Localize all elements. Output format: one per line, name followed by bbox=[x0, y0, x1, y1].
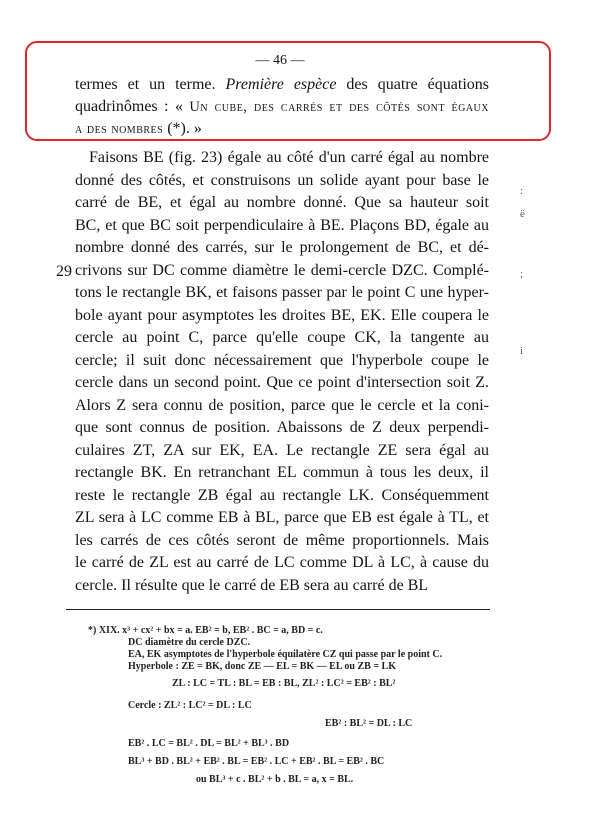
body-line: BC, et que BC soit perpendiculaire à BE. Plaçons BD, égale au bbox=[75, 216, 489, 234]
body-line: crivons sur DC comme diamètre le demi-cercle DZC. Complé- bbox=[75, 261, 489, 279]
header-line bbox=[75, 74, 489, 96]
body-line: donné des côtés, et construisons un solide ayant pour base le bbox=[75, 171, 489, 189]
body-line: cercle; il suit donc nécessairement que l'hyperbole coupe le bbox=[75, 351, 489, 369]
text-segment: des quatre équations bbox=[336, 76, 489, 93]
footnote-line: BL³ + BD . BL² + EB² . BL = EB² . LC + EB² . BL = EB² . BC bbox=[128, 756, 385, 767]
body-line: Alors Z sera connu de position, parce que le cercle et la coni- bbox=[75, 396, 489, 414]
footnote-rule bbox=[66, 609, 490, 610]
body-line: reste le rectangle ZB égal au rectangle LK. Conséquemment bbox=[75, 486, 489, 504]
text-segment: (*). » bbox=[163, 120, 202, 137]
body-line: cercle au point C, parce qu'elle coupe CK, la tangente au bbox=[75, 329, 489, 346]
body-line: les carrés de ces côtés seront de même proportionnels. Mais bbox=[75, 531, 489, 549]
body-line: culaires ZT, ZA sur EK, EA. Le rectangle ZE sera égal au bbox=[75, 441, 489, 459]
body-line: tons le rectangle BK, et faisons passer par le point C une hyper- bbox=[75, 284, 489, 301]
footnote-line: ZL : LC = TL : BL = EB : BL, ZL² : LC² = EB² : BL² bbox=[172, 678, 396, 689]
footnote-line: EA, EK asymptotes de l'hyperbole équilatère CZ qui passe par le point C. bbox=[128, 649, 443, 660]
body-line: ZL sera à LC comme EB à BL, parce que EB est égale à TL, et bbox=[75, 509, 489, 526]
margin-mark: ë bbox=[520, 208, 525, 220]
body-line: carré de BE, et égal au nombre donné. Que sa hauteur soit bbox=[75, 194, 489, 211]
footnote-line: Hyperbole : ZE = BK, donc ZE — EL = BK — EL ou ZB = LK bbox=[128, 661, 396, 672]
footnote-line: EB² . LC = BL² . DL = BL² + BL³ . BD bbox=[128, 738, 290, 749]
body-line: cercle dans un second point. Que ce point d'intersection soit Z. bbox=[75, 374, 489, 391]
text-segment: Un cube, des carrés et des côtés sont égaux bbox=[189, 99, 489, 115]
header-line bbox=[75, 118, 489, 140]
text-segment: Première espèce bbox=[225, 76, 337, 93]
text-segment: quadrinômes : « bbox=[75, 98, 190, 115]
body-line: bole ayant pour asymptotes les droites BE, EK. Elle coupera le bbox=[75, 306, 489, 324]
footnote-line: DC diamètre du cercle DZC. bbox=[128, 637, 251, 648]
footnote-line: EB² : BL² = DL : LC bbox=[325, 718, 413, 729]
footnote-line: Cercle : ZL² : LC² = DL : LC bbox=[128, 700, 252, 711]
body-line: que sont connus de position. Abaissons de Z deux perpendi- bbox=[75, 419, 489, 436]
body-line: rectangle BK. En retranchant EL commun à tous les deux, il bbox=[75, 464, 489, 481]
body-line: le carré de ZL est au carré de LC comme DL à LC, à cause du bbox=[75, 554, 489, 571]
body-line: cercle. Il résulte que le carré de EB sera au carré de BL bbox=[75, 576, 429, 594]
margin-mark: ; bbox=[520, 268, 524, 280]
margin-mark: i bbox=[520, 345, 524, 357]
footnote-line: ou BL³ + c . BL² + b . BL = a, x = BL. bbox=[196, 774, 354, 785]
margin-mark: : bbox=[520, 185, 524, 197]
body-line: Faisons BE (fig. 23) égale au côté d'un carré égal au nombre bbox=[89, 149, 489, 166]
body-line: nombre donné des carrés, sur le prolongement de BC, et dé- bbox=[75, 239, 489, 256]
page-number: — 46 — bbox=[255, 53, 305, 68]
text-segment: a des nombres bbox=[75, 121, 164, 137]
footnote-line: *) XIX. x³ + cx² + bx = a. EB² = b, EB² . BC = a, BD = c. bbox=[88, 625, 323, 636]
margin-number: 29 bbox=[56, 263, 72, 280]
header-line bbox=[75, 96, 489, 118]
text-segment: termes et un terme. bbox=[75, 76, 226, 93]
